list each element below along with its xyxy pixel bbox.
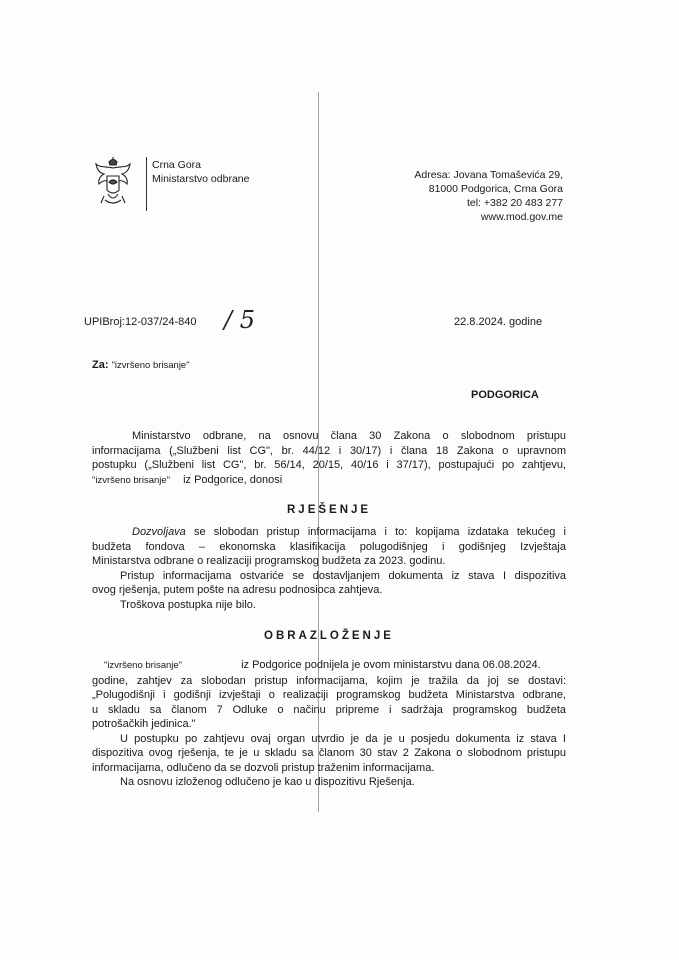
obrazlozenje-p1-line3: „Polugodišnji i godišnji izvještaji o realizaciji programskog budžeta Ministarstva odbrane, [92,689,566,701]
address-website: www.mod.gov.me [480,211,563,223]
header-divider [146,157,147,211]
ministry-block [152,158,249,186]
rjesenje-p2-line1: Pristup informacijama ostvariće se dostavljanjem dokumenta iz stava I dispozitiva [120,569,566,582]
rjesenje-p2-line2: ovog rješenja, putem pošte na adresu podnosioca zahtjeva. [92,584,383,596]
rjesenje-p3: Troškova postupka nije bilo. [120,598,256,611]
obrazlozenje-p1-line4: u skladu sa članom 7 Odluke o načinu pripreme i sadržaja programskog budžeta [92,703,566,716]
recipient-redacted: "izvršeno brisanje" [111,360,190,371]
rjesenje-p1-line3: Ministarstva odbrane o realizaciji programskog budžeta za 2023. godinu. [92,555,446,567]
rjesenje-p1-line1 [92,525,566,540]
rjesenje-p1-line2: budžeta fondova – ekonomska klasifikacija polugodišnjeg i godišnjeg Izvještaja [92,540,566,553]
intro-paragraph [92,429,566,488]
handwritten-annotation: / 5 [224,306,255,334]
address-city: 81000 Podgorica, Crna Gora [428,183,563,195]
city-heading: PODGORICA [471,389,539,401]
rjesenje-heading: RJEŠENJE [287,504,372,516]
intro-line-4-rest: iz Podgorice, donosi [183,473,283,486]
obrazlozenje-p1-line1 [92,658,566,674]
document-date: 22.8.2024. godine [454,316,543,328]
obrazlozenje-redacted: "izvršeno brisanje" [104,660,183,671]
intro-line-4 [92,473,566,489]
recipient-label: Za: [92,359,109,371]
state-name: Crna Gora [152,159,202,171]
reference-number: UPIBroj:12-037/24-840 [84,316,197,328]
obrazlozenje-p3: Na osnovu izloženog odlučeno je kao u dispozitivu Rješenja. [120,776,415,788]
rjesenje-p1-line1-rest: se slobodan pristup informacijama i to: kopijama izdataka tekućeg i [194,526,566,538]
rjesenje-italic-word: Dozvoljava [132,526,186,538]
ministry-name: Ministarstvo odbrane [152,173,250,185]
address-phone: tel: +382 20 483 277 [466,197,563,209]
intro-redacted: "izvršeno brisanje" [92,474,171,486]
obrazlozenje-p1-line5: potrošačkih jedinica." [92,718,196,730]
rjesenje-body [92,525,566,612]
obrazlozenje-p1-line1-rest: iz Podgorice podnijela je ovom ministarstvu dana 06.08.2024. [241,659,541,671]
obrazlozenje-body [92,658,566,790]
address-street: Adresa: Jovana Tomaševića 29, [414,169,563,181]
intro-line-1: Ministarstvo odbrane, na osnovu člana 30 Zakona o slobodnom pristupu [132,430,566,442]
intro-line-3: postupku („Službeni list CG", br. 56/14, 20/15, 40/16 i 37/17), postupajući po zahtjevu, [92,459,566,471]
obrazlozenje-heading: OBRAZLOŽENJE [264,630,394,642]
recipient-line [92,359,190,371]
intro-line-2: informacijama („Službeni list CG", br. 44/12 i 30/17) i člana 18 Zakona o upravnom [92,444,566,457]
obrazlozenje-p2-line2: dispozitiva ovog rješenja, te je u skladu sa članom 30 stav 2 Zakona o slobodnom pristupu [92,747,566,759]
coat-of-arms-icon [92,156,134,208]
obrazlozenje-p2-line3: informacijama, odlučeno da se dozvoli pristup traženim informacijama. [92,761,435,774]
obrazlozenje-p1-line2: godine, zahtjev za slobodan pristup informacijama, kojim je tražila da joj se dostavi: [92,674,566,687]
address-block [380,168,563,224]
obrazlozenje-p2-line1: U postupku po zahtjevu ovaj organ utvrdio je da je u posjedu dokumenta iz stava I [120,732,566,745]
